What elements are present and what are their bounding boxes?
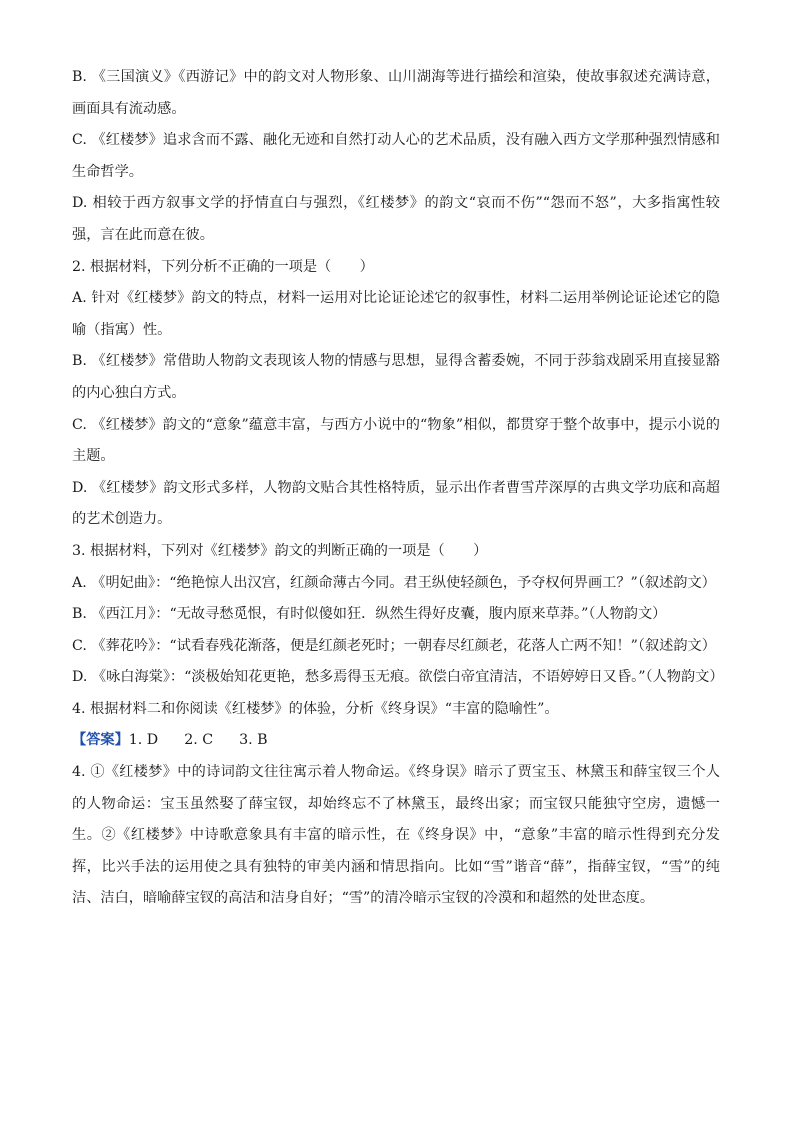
option-b-q1: B. 《三国演义》《西游记》中的韵文对人物形象、山川湖海等进行描绘和渲染，使故事叙述充满诗意，画面具有流动感。 [72, 69, 720, 117]
option-c-q1: C. 《红楼梦》追求含而不露、融化无迹和自然打动人心的艺术品质，没有融入西方文学那种强烈情感和生命哲学。 [72, 132, 720, 180]
question-2: 2. 根据材料，下列分析不正确的一项是（ ） [72, 258, 374, 275]
option-a-q2: A. 针对《红楼梦》韵文的特点，材料一运用对比论证论述它的叙事性，材料二运用举例论证论述它的隐喻（指寓）性。 [72, 290, 720, 338]
answer-tag: 【答案】 [72, 732, 129, 749]
answer-explanation-4: 4. ①《红楼梦》中的诗词韵文往往寓示着人物命运。《终身误》暗示了贾宝玉、林黛玉和薛宝钗三个人的人物命运：宝玉虽然娶了薛宝钗，却始终忘不了林黛玉，最终出家；而宝钗只能独守空房，遗憾一生。②《红楼梦》中诗歌意象具有丰富的暗示性，在《终身误》中，“意象”丰富的暗示性得到充分发挥，比兴手法的运用使之具有独特的审美内涵和情思指向。比如“雪”谐音“薛”，指薛宝钗，“雪”的纯洁、洁白，暗喻薛宝钗的高洁和洁身自好；“雪”的清冷暗示宝钗的冷漠和和超然的处世态度。 [72, 764, 720, 907]
option-d-q1: D. 相较于西方叙事文学的抒情直白与强烈，《红楼梦》的韵文“哀而不伤”“怨而不怒”，大多指寓性较强，言在此而意在彼。 [72, 195, 720, 243]
question-3: 3. 根据材料，下列对《红楼梦》韵文的判断正确的一项是（ ） [72, 542, 488, 559]
question-4: 4. 根据材料二和你阅读《红楼梦》的体验，分析《终身误》“丰富的隐喻性”。 [72, 700, 559, 717]
option-d-q2: D. 《红楼梦》韵文形式多样，人物韵文贴合其性格特质，显示出作者曹雪芹深厚的古典文学功底和高超的艺术创造力。 [72, 479, 720, 528]
option-c-q2: C. 《红楼梦》韵文的“意象”蕴意丰富，与西方小说中的“物象”相似，都贯穿于整个故事中，提示小说的主题。 [72, 416, 720, 465]
option-c-q3: C. 《葬花吟》：“试看春残花渐落，便是红颜老死时；一朝春尽红颜老，花落人亡两不知！”（叙述韵文） [72, 637, 716, 654]
answer-line [72, 725, 720, 757]
answer-3: 3. B [239, 732, 268, 749]
option-a-q3: A. 《明妃曲》：“绝艳惊人出汉宫，红颜命薄古今同。君王纵使轻颜色，予夺权何畀画工？”（叙述韵文） [72, 574, 716, 591]
answer-1: 1. D [128, 732, 159, 749]
answer-2: 2. C [184, 732, 214, 749]
option-d-q3: D. 《咏白海棠》：“淡极始知花更艳，愁多焉得玉无痕。欲偿白帝宜清洁，不语婷婷日又昏。”（人物韵文） [72, 669, 724, 686]
option-b-q3: B. 《西江月》：“无故寻愁觅恨，有时似傻如狂．纵然生得好皮囊，腹内原来草莽。”（人物韵文） [72, 606, 667, 623]
document-page [72, 62, 724, 915]
option-b-q2: B. 《红楼梦》常借助人物韵文表现该人物的情感与思想，显得含蓄委婉，不同于莎翁戏剧采用直接显豁的内心独白方式。 [72, 353, 720, 401]
